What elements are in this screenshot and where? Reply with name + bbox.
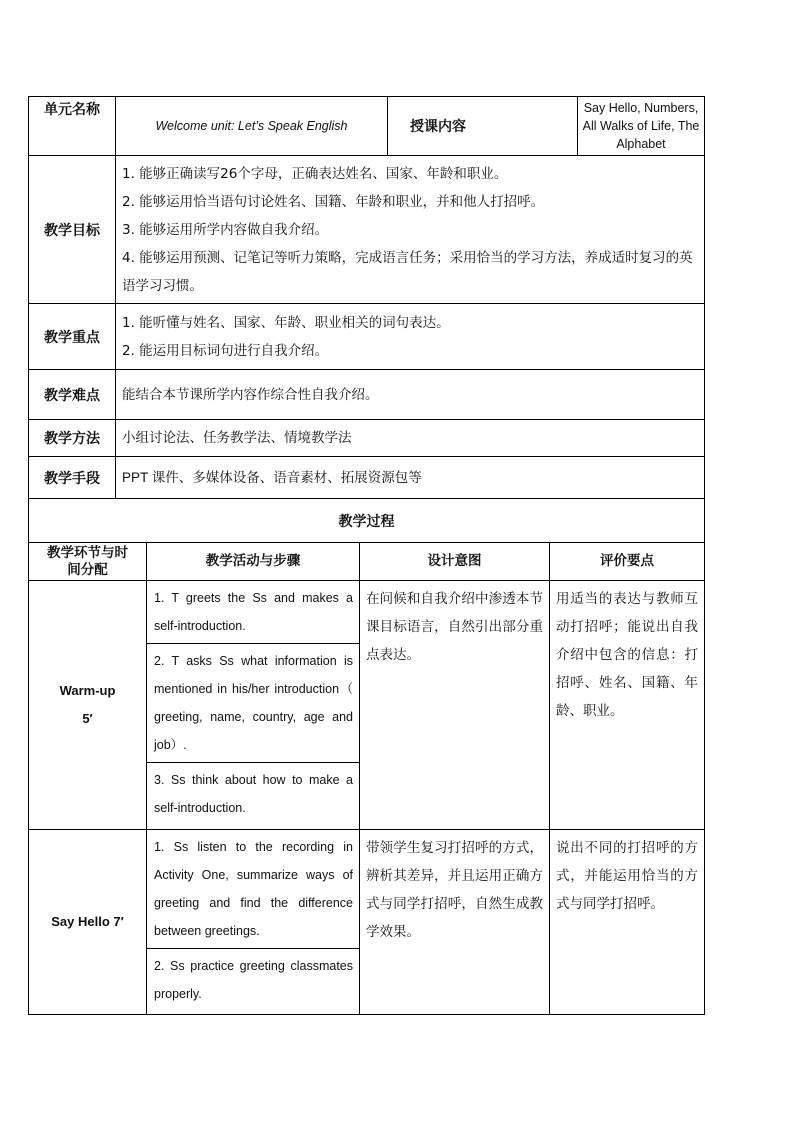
lesson-plan-sheet — [28, 96, 704, 1015]
stage-activities — [147, 830, 360, 1015]
goal-item-3: 3. 能够运用所学内容做自我介绍。 — [122, 221, 329, 238]
unit-title: Welcome unit: Let’s Speak English — [116, 97, 388, 156]
header-intent: 设计意图 — [360, 543, 550, 581]
process-table — [28, 542, 705, 1015]
key-point-2: 2. 能运用目标词句进行自我介绍。 — [122, 342, 329, 359]
topic-value: Say Hello, Numbers, All Walks of Life, The Alphabet — [578, 97, 705, 156]
activity-item: 2. Ss practice greeting classmates properly. — [154, 959, 353, 1001]
stage-phase-name: Warm-up — [59, 683, 116, 698]
methods-label: 教学方法 — [29, 420, 116, 457]
goals-content — [116, 156, 705, 304]
lesson-plan-table — [28, 96, 705, 543]
process-title-row — [29, 499, 705, 543]
difficulty-label: 教学难点 — [29, 370, 116, 420]
stage-phase-name: Say Hello 7′ — [51, 914, 124, 929]
key-points-row — [29, 304, 705, 370]
unit-row — [29, 97, 705, 156]
stage-evaluation: 说出不同的打招呼的方式，并能运用恰当的方式与同学打招呼。 — [550, 830, 705, 1015]
goals-row — [29, 156, 705, 304]
activity-item: 1. Ss listen to the recording in Activity One, summarize ways of greeting and find the difference between greetings. — [147, 830, 359, 949]
goal-item-1: 1. 能够正确读写26个字母，正确表达姓名、国家、年龄和职业。 — [122, 165, 508, 182]
process-header-row — [29, 543, 705, 581]
media-label: 教学手段 — [29, 457, 116, 499]
difficulty-row — [29, 370, 705, 420]
media-value: PPT 课件、多媒体设备、语音素材、拓展资源包等 — [116, 457, 705, 499]
media-row — [29, 457, 705, 499]
goal-item-2: 2. 能够运用恰当语句讨论姓名、国籍、年龄和职业，并和他人打招呼。 — [122, 193, 545, 210]
topic-label-text: 授课内容 — [410, 119, 466, 135]
unit-label: 单元名称 — [29, 97, 116, 156]
header-activities: 教学活动与步骤 — [147, 543, 360, 581]
stage-phase — [29, 581, 147, 830]
goal-item-4: 4. 能够运用预测、记笔记等听力策略，完成语言任务；采用恰当的学习方法，养成适时复习的英语学习习惯。 — [122, 249, 693, 294]
activity-item: 2. T asks Ss what information is mentioned in his/her introduction（ greeting, name, country, age and job）. — [147, 644, 359, 763]
process-title: 教学过程 — [29, 499, 705, 543]
header-stage-time — [29, 543, 147, 581]
stage-phase-time: 5′ — [82, 711, 93, 726]
stage-phase — [29, 830, 147, 1015]
activity-item: 1. T greets the Ss and makes a self-introduction. — [147, 581, 359, 644]
activity-item: 3. Ss think about how to make a self-introduction. — [154, 773, 353, 815]
key-points-content — [116, 304, 705, 370]
key-point-1: 1. 能听懂与姓名、国家、年龄、职业相关的词句表达。 — [122, 314, 450, 331]
key-points-label: 教学重点 — [29, 304, 116, 370]
methods-value: 小组讨论法、任务教学法、情境教学法 — [116, 420, 705, 457]
stage-row-warmup — [29, 581, 705, 830]
stage-intent: 在问候和自我介绍中渗透本节课目标语言，自然引出部分重点表达。 — [360, 581, 550, 830]
stage-intent: 带领学生复习打招呼的方式，辨析其差异，并且运用正确方式与同学打招呼，自然生成教学效果。 — [360, 830, 550, 1015]
methods-row — [29, 420, 705, 457]
stage-evaluation: 用适当的表达与教师互动打招呼；能说出自我介绍中包含的信息：打招呼、姓名、国籍、年龄、职业。 — [550, 581, 705, 830]
difficulty-value: 能结合本节课所学内容作综合性自我介绍。 — [116, 370, 705, 420]
goals-label: 教学目标 — [29, 156, 116, 304]
stage-activities — [147, 581, 360, 830]
stage-row-say-hello — [29, 830, 705, 1015]
header-evaluation: 评价要点 — [550, 543, 705, 581]
topic-label — [388, 97, 578, 156]
header-stage-time-text: 教学环节与时间分配 — [47, 544, 128, 578]
